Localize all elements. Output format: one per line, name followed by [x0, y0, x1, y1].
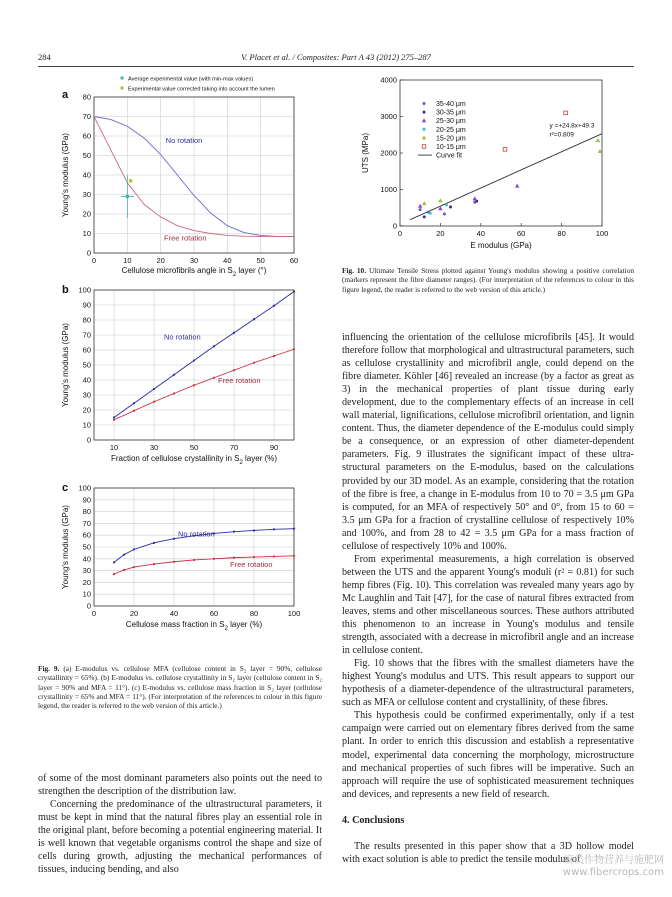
series-point [133, 566, 135, 568]
legend-marker-average [120, 76, 123, 79]
legend-marker [422, 145, 426, 149]
figure-10-caption-label: Fig. 10. [342, 266, 367, 275]
legend-marker-corrected [120, 86, 123, 89]
scatter-point [596, 138, 600, 142]
y-tick-label: 50 [82, 151, 91, 160]
legend-label: 25-30 μm [436, 118, 466, 126]
y-tick-label: 10 [82, 420, 91, 430]
series-point [173, 561, 175, 563]
figure-9a-chart [38, 72, 308, 278]
series-point [253, 556, 255, 558]
figure-10-caption [342, 266, 634, 294]
y-tick-label: 90 [82, 300, 91, 310]
watermark-line-1: 麻类作物营养与施肥网 [564, 855, 664, 866]
legend-label-corrected: Experimental value corrected taking into account the lumen [128, 86, 275, 93]
scatter-point [503, 148, 507, 152]
y-tick-label: 40 [82, 375, 91, 385]
y-tick-label: 1000 [380, 185, 397, 194]
series-label-free-rotation: Free rotation [230, 560, 273, 570]
x-tick-label: 100 [287, 609, 301, 618]
data-point-average [126, 195, 130, 199]
legend-marker [422, 135, 426, 139]
scatter-point [598, 149, 602, 153]
right-paragraph-4: This hypothesis could be confirmed experimentally, only if a test campaign were carried out on elementary fibres derived from the same plant. In order to enrich this discussion and establish a representative model, experimental data concerning the morphology, microstructure and mechanical properties of such fibres will be imperative. Such an approach will require the use of sophisticated measurement techniques and devices, and represents a new field of research. [342, 710, 634, 800]
x-tick-label: 50 [256, 256, 265, 265]
x-tick-label: 0 [91, 256, 97, 265]
figure-10-chart [350, 72, 634, 262]
x-tick-label: 80 [557, 229, 566, 238]
series-point [173, 538, 175, 540]
right-column-text [342, 331, 634, 866]
scatter-point [445, 203, 448, 206]
fit-equation: y =+24.8x+49.3 [549, 122, 595, 130]
y-tick-label: 30 [82, 190, 91, 199]
x-tick-label: 10 [109, 443, 119, 452]
series-point [273, 555, 275, 557]
x-tick-label: 50 [189, 443, 199, 452]
header-rule [38, 66, 634, 67]
y-tick-label: 0 [392, 221, 397, 231]
series-point [273, 528, 275, 530]
x-tick-label: 40 [476, 229, 485, 238]
series-point [233, 531, 235, 533]
scatter-point [564, 111, 568, 115]
legend-marker [422, 118, 426, 122]
x-tick-label: 60 [209, 609, 219, 618]
series-point [113, 561, 115, 563]
scatter-point [515, 184, 519, 188]
series-label-free-rotation: Free rotation [218, 376, 261, 385]
scatter-point [422, 201, 426, 205]
legend-label-average: Average experimental value (with min-max values) [128, 76, 254, 83]
x-tick-label: 90 [269, 443, 279, 452]
scatter-point [438, 198, 442, 202]
series-point [193, 559, 195, 561]
y-tick-label: 4000 [380, 75, 397, 85]
x-tick-label: 40 [169, 609, 179, 618]
right-paragraph-1: influencing the orientation of the cellulose microfibrils [45]. It would therefore follow that morphological and ultrastructural parameters, such as cellulose crystallinity and microfibril angle, could depend on the fibre diameter. Köhler [46] revealed an increase (by a factor as great as 3) in the mechanical properties of plant tissue during early development, due to the complementary effects of an increase in cell wall material, lignifications, cellulose microfibril orientation, and lignin content. Thus, the diameter dependence of the E-modulus could simply be a consequence, or an expression of other diameter-dependent parameters. Fig. 9 illustrates the significant impact of these ultra-structural parameters on the E-modulus, based on the calculations provided by our 3D model. As an example, considering that the rotation of the fibre is free, a change in E-modulus from 10 to 70 = 3.5 μm GPa is computed, for an MFA of respectively 50° and 0°, from 15 to 60 = 3.5 μm GPa for a fraction of crystalline cellulose of respectively 10% and 100%, and from 28 to 42 = 3.5 μm GPa for a mass fraction of cellulose of respectively 10% and 100%. [342, 332, 634, 552]
right-paragraph-5: The results presented in this paper show that a 3D hollow model with exact solution is able to predict the tensile modulus of [342, 840, 634, 865]
series-point [293, 528, 295, 530]
left-paragraph-1: of some of the most dominant parameters also points out the need to strengthen the description of the distribution law. [38, 773, 322, 798]
y-tick-label: 20 [82, 405, 91, 415]
right-paragraph-2: From experimental measurements, a high correlation is observed between the UTS and the apparent Young's moduli (r² = 0.81) for such hemp fibres (Fig. 10). This correlation was revealed many years ago by Mc Laughlin and Tait [47], for the case of natural fibres extracted from leaves, stems and other miscellaneous sources. These authors attributed this phenomenon to an increase in Young's modulus and tensile strength, associated with a decrease in microfibril angle and an increase in cellulose content. [342, 553, 634, 657]
x-tick-label: 100 [595, 229, 609, 238]
x-tick-label: 0 [397, 229, 403, 238]
data-point-corrected [129, 179, 133, 183]
y-tick-label: 80 [82, 92, 91, 102]
y-tick-label: 10 [82, 589, 91, 599]
x-tick-label: 20 [436, 229, 445, 238]
x-axis-label: Cellulose mass fraction in $S_2$ layer (%) [125, 620, 263, 632]
legend-label: Curve fit [436, 152, 463, 160]
series-point [293, 290, 295, 292]
y-tick-label: 60 [82, 345, 91, 355]
series-point [153, 388, 155, 390]
y-axis-label: Young's modulus (GPa) [61, 323, 70, 407]
x-axis-label: E modulus (GPa) [470, 241, 532, 250]
series-point [133, 402, 135, 404]
y-tick-label: 80 [82, 507, 91, 517]
y-tick-label: 70 [82, 112, 91, 121]
series-point [173, 374, 175, 376]
x-axis-label: Cellulose microfibrils angle in $S_2$ layer (°) [121, 266, 267, 278]
legend-marker [423, 111, 426, 114]
y-tick-label: 50 [82, 360, 91, 370]
y-axis-label: Young's modulus (GPa) [61, 505, 70, 589]
x-tick-label: 60 [517, 229, 526, 238]
scatter-point [449, 206, 452, 209]
left-paragraph-2: Concerning the predominance of the ultrastructural parameters, it must be kept in mind that the natural fibres play an essential role in the original plant, before becoming a potential engineering material. It is well known that vegetable organisms control the shape and size of cells during growth, adjusting the mechanical performances of tissues, inducing bending, and also [38, 799, 322, 876]
legend-label: 30-35 μm [436, 109, 466, 117]
y-tick-label: 20 [82, 577, 91, 587]
series-point [233, 332, 235, 334]
panel-label: a [62, 89, 69, 101]
x-tick-label: 80 [249, 609, 259, 618]
y-tick-label: 10 [82, 229, 91, 238]
series-point [213, 377, 215, 379]
y-tick-label: 50 [82, 542, 91, 552]
x-tick-label: 30 [189, 256, 199, 265]
plot-frame [400, 80, 602, 226]
series-label-no-rotation: No rotation [165, 135, 203, 145]
series-point [233, 557, 235, 559]
figure-9-caption-label: Fig. 9. [38, 664, 60, 673]
series-point [113, 419, 115, 421]
panel-label: c [62, 482, 69, 494]
series-label-free-rotation: Free rotation [164, 233, 207, 243]
series-point [293, 348, 295, 350]
figure-9b-chart [38, 276, 308, 472]
series-label-no-rotation: No rotation [164, 332, 201, 342]
y-tick-label: 60 [82, 131, 91, 141]
x-tick-label: 10 [123, 256, 132, 265]
right-paragraph-3: Fig. 10 shows that the fibres with the smallest diameters have the highest Young's modulus and UTS. This result appears to support our hypothesis of a diameter-dependence of the ultrastructural parameters, such as MFA or cellulose content and crystallinity, of these fibres. [342, 658, 634, 709]
y-tick-label: 3000 [380, 112, 397, 121]
y-tick-label: 0 [86, 248, 91, 258]
series-label-no-rotation: No rotation [178, 529, 215, 539]
panel-label: b [62, 284, 69, 296]
series-point [193, 359, 195, 361]
series-point [193, 384, 195, 386]
series-point [273, 355, 275, 357]
legend-label: 20-25 μm [436, 126, 466, 134]
figure-10-caption-text: Ultimate Tensile Stress plotted against Young's modulus showing a positive correlation (markers represent the fibre diameter ranges). (For interpretation of the references to colour in this figure legend, the reader is referred to the web version of this article.) [342, 266, 635, 294]
x-tick-label: 40 [223, 256, 232, 265]
x-axis-label: Fraction of cellulose crystallinity in $S_2$ layer (%) [110, 454, 278, 466]
scatter-point [423, 215, 426, 218]
y-tick-label: 100 [78, 483, 91, 493]
series-point [113, 416, 115, 418]
watermark-line-2: www.fibercrops.com [562, 867, 664, 878]
legend-marker [423, 102, 426, 105]
series-point [153, 401, 155, 403]
x-tick-label: 20 [129, 609, 139, 618]
x-tick-label: 20 [156, 256, 165, 265]
y-tick-label: 80 [82, 315, 91, 325]
page-number: 284 [38, 52, 51, 62]
y-tick-label: 0 [86, 601, 91, 611]
x-tick-label: 70 [229, 443, 239, 452]
y-tick-label: 70 [82, 518, 91, 528]
left-column-text [38, 772, 322, 876]
y-axis-label: Young's modulus (GPa) [61, 133, 70, 217]
y-tick-label: 0 [86, 435, 91, 445]
x-tick-label: 0 [91, 609, 97, 618]
series-point [123, 569, 125, 571]
series-point [113, 573, 115, 575]
y-tick-label: 100 [78, 285, 91, 295]
y-tick-label: 30 [82, 390, 91, 400]
series-line-no-rotation [114, 292, 294, 418]
watermark [563, 855, 664, 879]
y-tick-label: 60 [82, 530, 91, 540]
scatter-point [473, 196, 477, 200]
series-point [253, 362, 255, 364]
scatter-point [418, 204, 422, 208]
y-tick-label: 2000 [380, 148, 397, 158]
legend-label: 35-40 μm [436, 101, 466, 108]
series-point [253, 529, 255, 531]
series-point [253, 318, 255, 320]
figure-9-caption-text: (a) E-modulus vs. cellulose MFA (cellulose content in S₂ layer = 90%, cellulose crystallinity = 65%). (b) E-modulus vs. cellulose crystallinity in S₂ layer (cellulose content in S₂ layer = 90% and MFA = 11°). (c) E-modulus vs. cellulose mass fraction in S₂ layer (cellulose crystallinity = 65% and MFA = 11°). (For interpretation of the references to colour in this figure legend, the reader is referred to the web version of this article.) [38, 664, 322, 711]
series-point [153, 563, 155, 565]
legend-marker [423, 128, 426, 131]
series-point [293, 555, 295, 557]
x-tick-label: 30 [149, 443, 159, 452]
y-tick-label: 20 [82, 209, 91, 219]
series-point [123, 554, 125, 556]
series-line-free-rotation [114, 349, 294, 420]
series-point [213, 558, 215, 560]
fit-r-squared: r²=0.809 [549, 131, 574, 139]
figure-9-caption [38, 664, 322, 710]
y-tick-label: 90 [82, 495, 91, 505]
scatter-point [443, 212, 446, 215]
y-tick-label: 40 [82, 554, 91, 564]
series-point [173, 392, 175, 394]
legend-label: 15-20 μm [436, 135, 466, 143]
series-point [133, 548, 135, 550]
series-point [133, 410, 135, 412]
scatter-point [429, 212, 432, 215]
scatter-point [419, 208, 422, 211]
figure-9c-chart [38, 474, 308, 634]
section-title-conclusions: 4. Conclusions [342, 814, 405, 826]
series-point [153, 542, 155, 544]
series-point [273, 305, 275, 307]
y-axis-label: UTS (MPa) [361, 133, 370, 173]
series-point [213, 345, 215, 347]
legend-label: 10-15 μm [436, 144, 466, 151]
x-tick-label: 60 [289, 256, 299, 265]
series-point [233, 369, 235, 371]
y-tick-label: 30 [82, 566, 91, 576]
running-title: V. Placet et al. / Composites: Part A 43 (2012) 275–287 [241, 52, 431, 62]
y-tick-label: 40 [82, 170, 91, 180]
y-tick-label: 70 [82, 330, 91, 340]
